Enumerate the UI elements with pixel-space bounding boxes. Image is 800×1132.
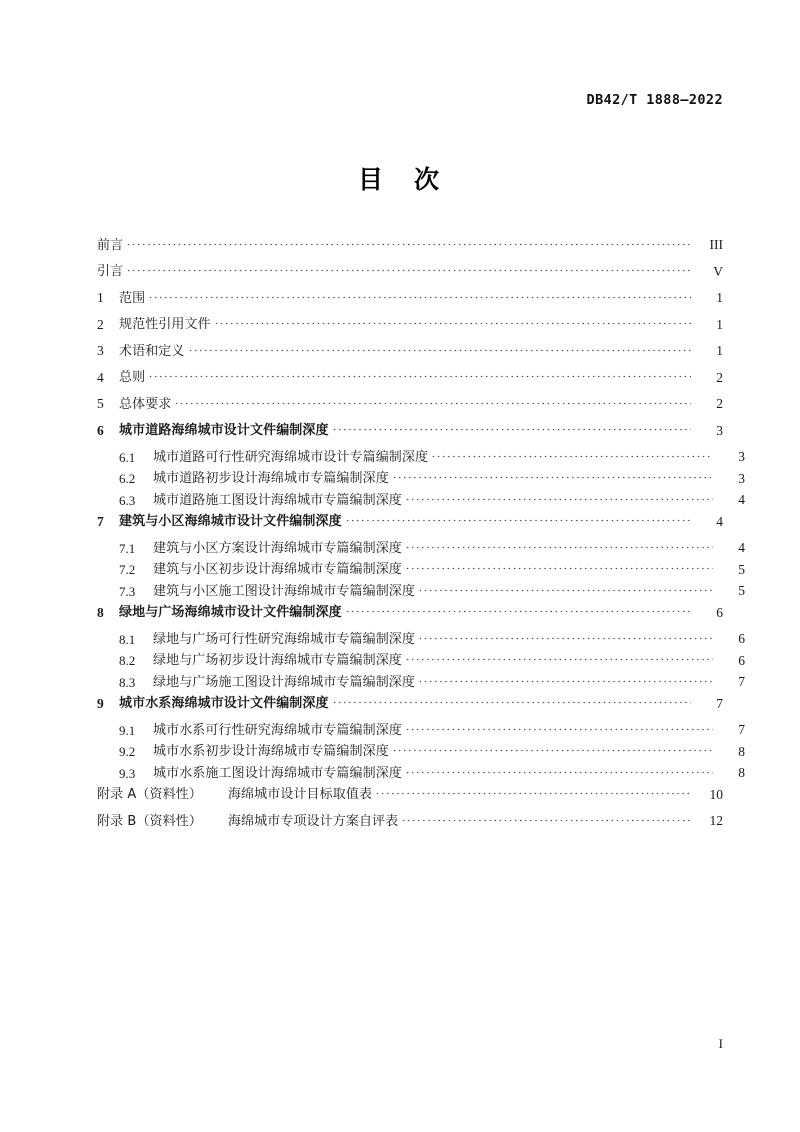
toc-entry[interactable] <box>97 697 723 711</box>
toc-entry[interactable] <box>97 291 723 305</box>
toc-entry[interactable] <box>97 265 723 279</box>
toc-dot-leader <box>431 452 713 461</box>
running-header-standard-number: DB42/T 1888—2022 <box>586 92 723 108</box>
toc-entry-label: 绿地与广场可行性研究海绵城市专篇编制深度 <box>153 631 416 647</box>
toc-entry-label: 城市水系初步设计海绵城市专篇编制深度 <box>153 744 389 759</box>
toc-entry-number: 6.1 <box>119 449 136 465</box>
toc-entry-label: 海绵城市专项设计方案自评表 <box>227 813 399 829</box>
toc-entry[interactable] <box>97 675 745 689</box>
toc-entry-page-number: 4 <box>738 540 745 555</box>
toc-entry-label: 建筑与小区施工图设计海绵城市专篇编制深度 <box>153 583 416 599</box>
toc-dot-leader <box>126 240 691 249</box>
toc-entry-page-number: 6 <box>716 604 723 620</box>
toc-dot-leader <box>332 425 691 434</box>
toc-entry-label: 城市水系可行性研究海绵城市专篇编制深度 <box>153 722 402 738</box>
toc-entry-page-number: 3 <box>738 449 745 464</box>
page-title: 目 次 <box>357 165 442 194</box>
toc-entry-page-number: 6 <box>738 652 745 668</box>
toc-entry-page-number: 10 <box>709 786 723 802</box>
toc-entry-page-number: V <box>713 263 723 279</box>
toc-entry-label: 绿地与广场施工图设计海绵城市专篇编制深度 <box>153 674 416 690</box>
toc-entry-label: 海绵城市设计目标取值表 <box>227 787 373 802</box>
toc-entry[interactable] <box>97 632 745 646</box>
toc-dot-leader <box>401 816 691 825</box>
toc-dot-leader <box>375 789 691 798</box>
toc-entry-label: 总则 <box>119 370 146 385</box>
toc-entry-number: 2 <box>97 316 104 332</box>
toc-dot-leader <box>332 698 691 707</box>
toc-entry-page-number: 2 <box>716 396 723 411</box>
toc-entry-number: 9 <box>97 695 104 711</box>
toc-entry-page-number: 4 <box>738 492 745 507</box>
toc-entry-page-number: 4 <box>716 513 723 529</box>
toc-entry-number: 3 <box>97 343 104 358</box>
toc-dot-leader <box>405 655 713 664</box>
toc-entry-page-number: 5 <box>738 561 745 577</box>
toc-entry-number: 附录 B（资料性） <box>97 813 202 829</box>
toc-entry-label: 前言 <box>97 237 124 253</box>
toc-dot-leader <box>405 495 713 504</box>
toc-entry-label: 范围 <box>119 290 146 306</box>
toc-entry-page-number: 1 <box>716 343 723 358</box>
toc-dot-leader <box>148 372 691 381</box>
toc-entry-page-number: 6 <box>738 631 745 646</box>
toc-entry-label: 总体要求 <box>119 396 172 412</box>
toc-entry-number: 8.1 <box>119 631 136 647</box>
toc-entry-page-number: 12 <box>709 813 723 828</box>
toc-entry-page-number: 1 <box>716 316 723 332</box>
toc-entry-label: 绿地与广场海绵城市设计文件编制深度 <box>119 605 342 620</box>
toc-dot-leader <box>174 399 691 408</box>
toc-entry-page-number: 8 <box>738 743 745 759</box>
toc-dot-leader <box>392 473 713 482</box>
toc-entry[interactable] <box>97 344 723 358</box>
toc-entry[interactable] <box>97 584 745 598</box>
toc-entry[interactable] <box>97 371 723 385</box>
toc-entry-page-number: III <box>709 237 723 252</box>
toc-entry[interactable] <box>97 515 723 529</box>
toc-dot-leader <box>405 564 713 573</box>
toc-entry[interactable] <box>97 397 723 411</box>
toc-entry-number: 7.3 <box>119 583 136 599</box>
toc-entry[interactable] <box>97 493 745 507</box>
toc-dot-leader <box>345 516 691 525</box>
toc-entry[interactable] <box>97 766 745 780</box>
toc-entry[interactable] <box>97 472 745 486</box>
toc-entry-number: 7.2 <box>119 562 136 577</box>
toc-dot-leader <box>188 346 691 355</box>
toc-entry-label: 城市道路初步设计海绵城市专篇编制深度 <box>153 471 389 486</box>
toc-dot-leader <box>392 746 713 755</box>
toc-entry-number: 6.3 <box>119 492 136 508</box>
toc-entry-page-number: 7 <box>716 695 723 711</box>
toc-entry-number: 7 <box>97 513 104 529</box>
toc-entry-label: 术语和定义 <box>119 343 185 359</box>
toc-entry-label: 城市道路可行性研究海绵城市设计专篇编制深度 <box>153 449 429 465</box>
toc-entry[interactable] <box>97 745 745 759</box>
table-of-contents <box>97 237 745 841</box>
footer-page-number: I <box>718 1036 723 1051</box>
toc-dot-leader <box>405 543 713 552</box>
toc-entry[interactable] <box>97 814 723 828</box>
toc-entry-label: 建筑与小区方案设计海绵城市专篇编制深度 <box>153 540 402 556</box>
toc-dot-leader <box>126 266 691 275</box>
toc-entry[interactable] <box>97 654 745 668</box>
toc-entry-number: 8 <box>97 604 104 620</box>
toc-entry[interactable] <box>97 450 745 464</box>
toc-entry[interactable] <box>97 563 745 577</box>
toc-entry-label: 城市道路施工图设计海绵城市专篇编制深度 <box>153 492 402 508</box>
toc-entry[interactable] <box>97 424 723 438</box>
toc-dot-leader <box>418 677 713 686</box>
toc-entry-label: 绿地与广场初步设计海绵城市专篇编制深度 <box>153 653 402 668</box>
toc-entry-page-number: 1 <box>716 290 723 305</box>
toc-entry-label: 建筑与小区海绵城市设计文件编制深度 <box>119 514 342 529</box>
toc-entry-number: 7.1 <box>119 540 136 556</box>
toc-dot-leader <box>405 768 713 777</box>
toc-entry-number: 9.2 <box>119 744 136 759</box>
toc-dot-leader <box>148 293 691 302</box>
toc-entry-number: 9.3 <box>119 765 136 781</box>
toc-entry[interactable] <box>97 318 723 332</box>
toc-entry-page-number: 2 <box>716 369 723 385</box>
toc-entry-number: 8.3 <box>119 674 136 690</box>
toc-entry-number: 5 <box>97 396 104 411</box>
toc-entry-page-number: 8 <box>738 765 745 780</box>
toc-entry-number: 1 <box>97 290 104 305</box>
toc-entry-page-number: 5 <box>738 583 745 598</box>
toc-entry-page-number: 7 <box>738 722 745 737</box>
toc-entry-number: 6 <box>97 422 104 438</box>
toc-entry[interactable] <box>97 238 723 252</box>
toc-entry-label: 城市水系施工图设计海绵城市专篇编制深度 <box>153 765 402 781</box>
toc-entry-number: 附录 A（资料性） <box>97 787 202 802</box>
toc-entry-number: 4 <box>97 369 104 385</box>
toc-entry-number: 8.2 <box>119 653 136 668</box>
toc-entry-label: 城市水系海绵城市设计文件编制深度 <box>119 696 329 711</box>
toc-entry-page-number: 3 <box>738 470 745 486</box>
toc-entry-page-number: 3 <box>716 422 723 438</box>
toc-entry-number: 6.2 <box>119 471 136 486</box>
toc-entry[interactable] <box>97 606 723 620</box>
toc-dot-leader <box>345 607 691 616</box>
toc-entry[interactable] <box>97 788 723 802</box>
toc-entry-number: 9.1 <box>119 722 136 738</box>
toc-entry[interactable] <box>97 541 745 555</box>
toc-entry-label: 建筑与小区初步设计海绵城市专篇编制深度 <box>153 562 402 577</box>
toc-entry-label: 规范性引用文件 <box>119 317 211 332</box>
toc-dot-leader <box>405 725 713 734</box>
toc-dot-leader <box>418 586 713 595</box>
toc-dot-leader <box>418 634 713 643</box>
toc-entry-label: 引言 <box>97 264 124 279</box>
toc-entry[interactable] <box>97 723 745 737</box>
toc-entry-label: 城市道路海绵城市设计文件编制深度 <box>119 423 329 438</box>
toc-dot-leader <box>214 319 691 328</box>
toc-entry-page-number: 7 <box>738 674 745 689</box>
